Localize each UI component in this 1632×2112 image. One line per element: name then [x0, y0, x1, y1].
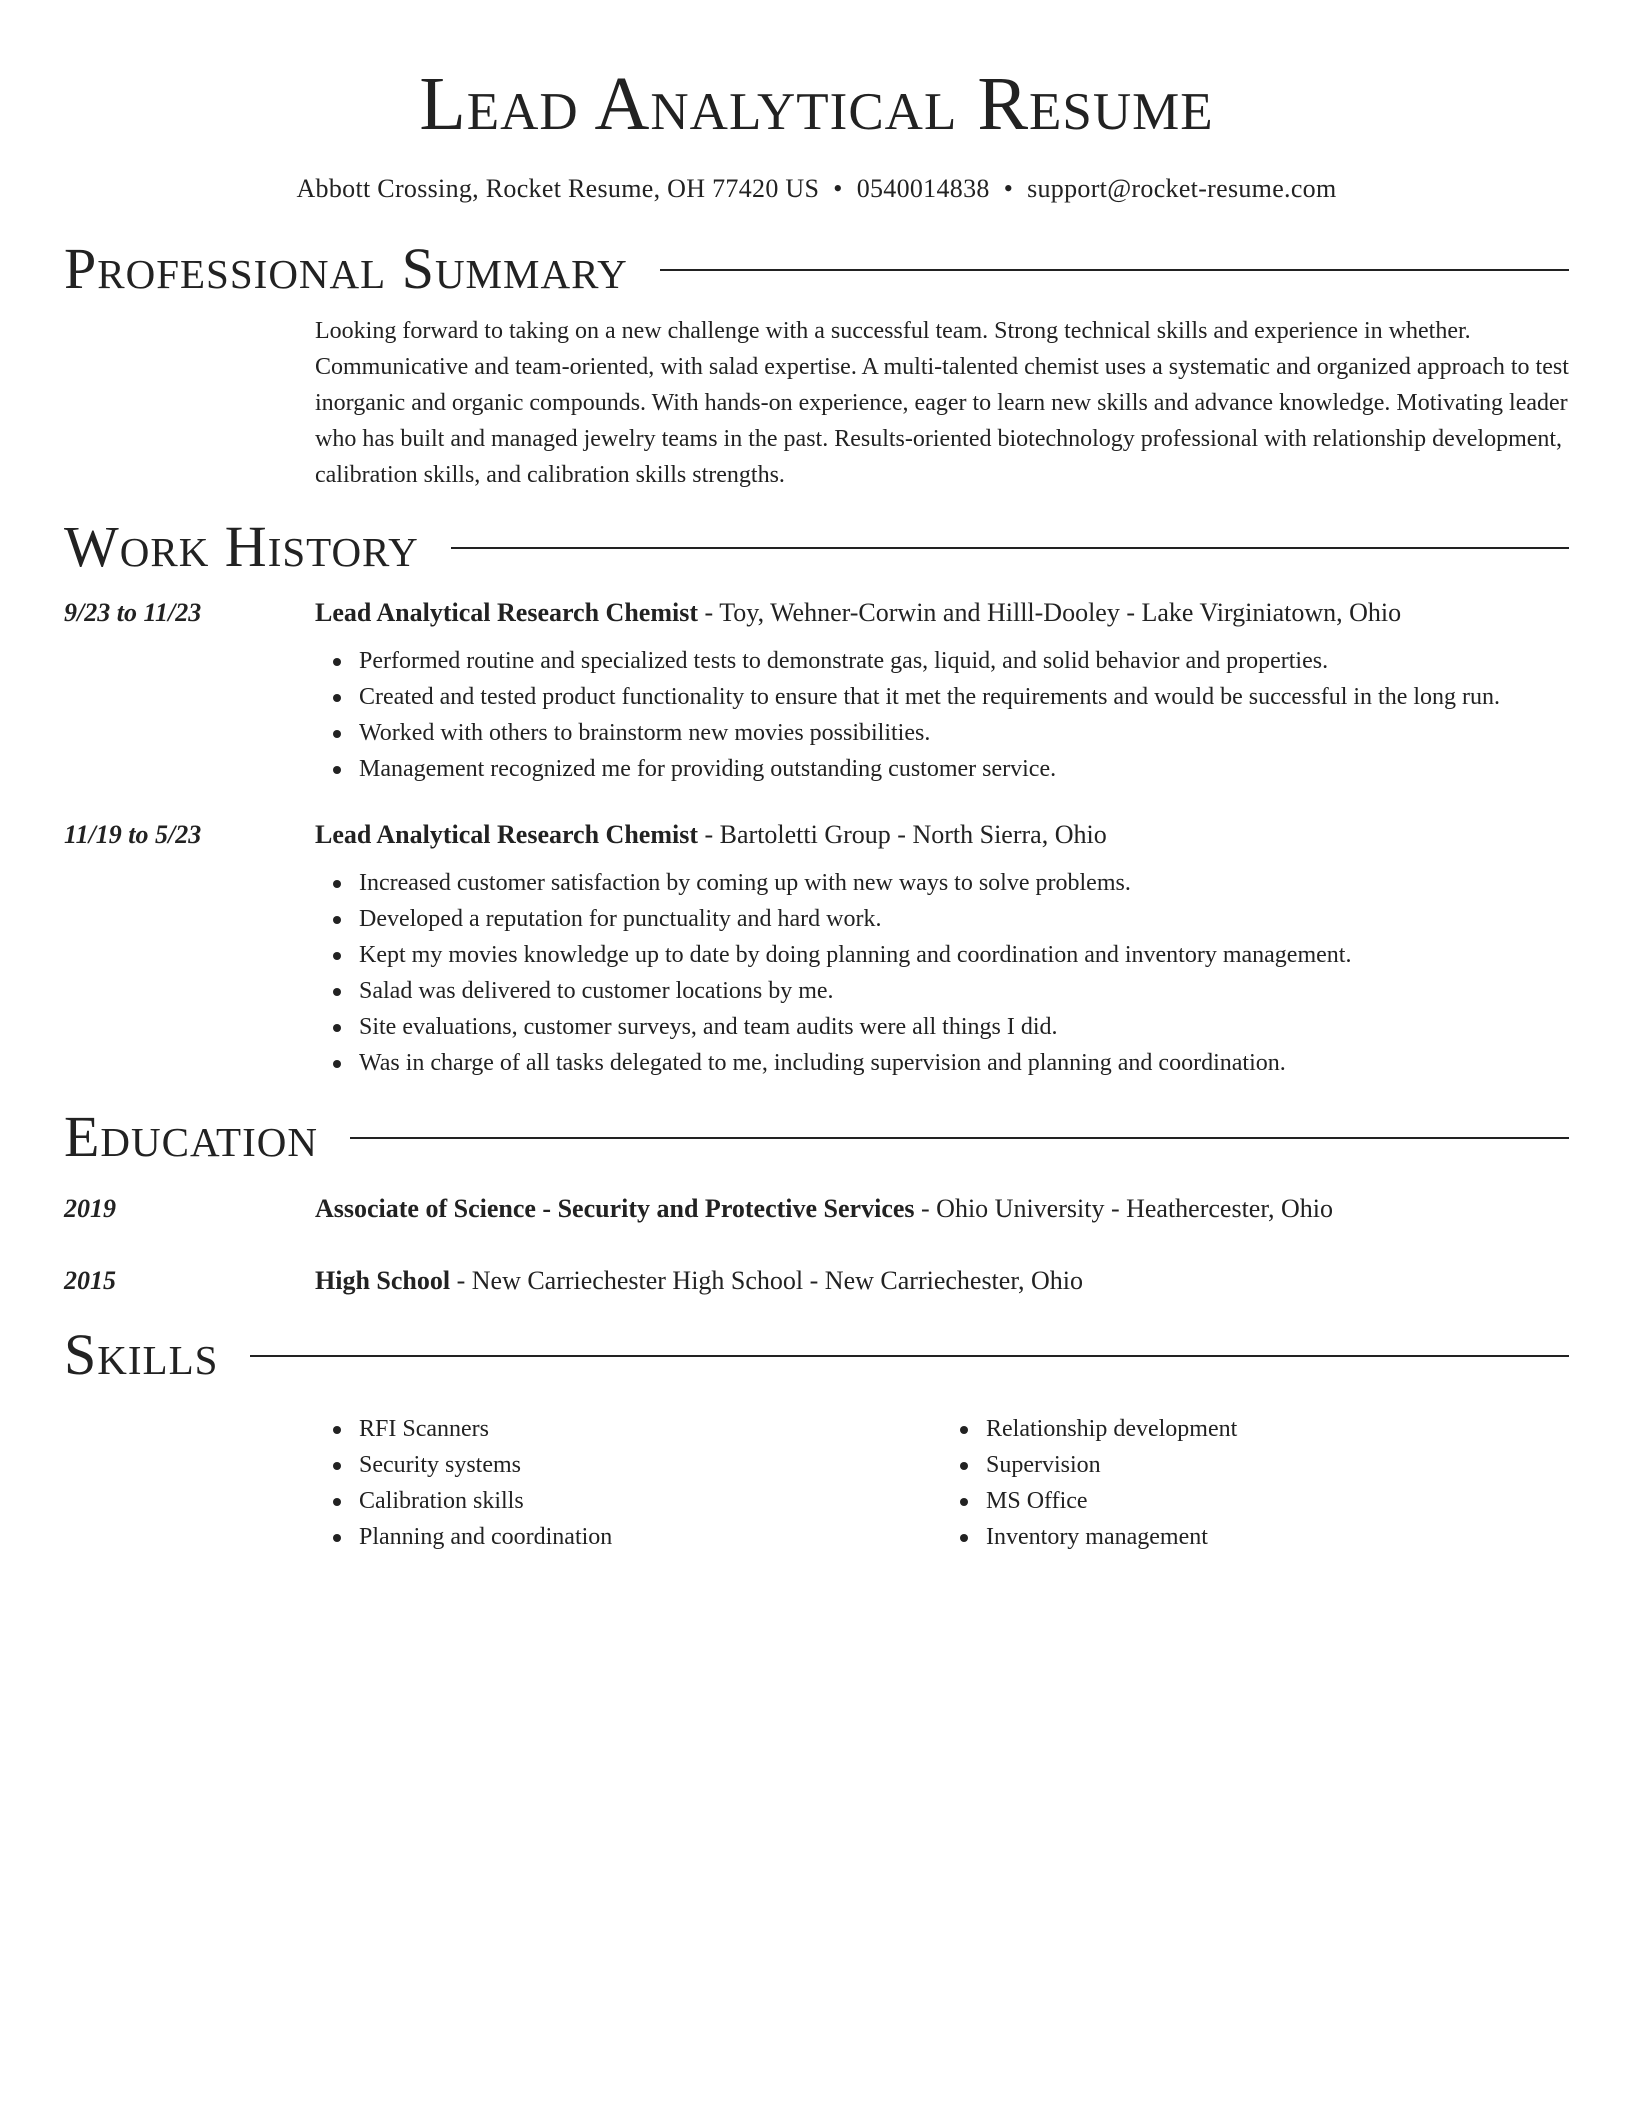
- education-degree: High School: [315, 1266, 451, 1295]
- education-year: 2015: [64, 1266, 116, 1295]
- contact-separator: •: [833, 174, 843, 203]
- education-section-header: [64, 1105, 1569, 1169]
- contact-line: [64, 173, 1569, 205]
- skill-item: Supervision: [986, 1447, 1569, 1483]
- skill-item: Relationship development: [986, 1411, 1569, 1447]
- job-bullets: [315, 643, 1569, 787]
- skill-item: RFI Scanners: [359, 1411, 942, 1447]
- section-divider: [451, 547, 1569, 549]
- skills-section-header: [64, 1323, 1569, 1387]
- job-bullet: Site evaluations, customer surveys, and team audits were all things I did.: [359, 1009, 1569, 1045]
- job-heading: [315, 817, 1569, 853]
- summary-text: Looking forward to taking on a new challenge with a successful team. Strong technical skills and experience in whether. Communicative and team-oriented, with salad expertise. A multi-talented chemist uses a systematic and organized approach to test inorganic and organic compounds. With hands-on experience, eager to learn new skills and advance knowledge. Motivating leader who has built and managed jewelry teams in the past. Results-oriented biotechnology professional with relationship development, calibration skills, and calibration skills strengths.: [315, 318, 1569, 488]
- job-body: [315, 595, 1569, 787]
- education-section-title: Education: [64, 1104, 318, 1169]
- job-dates: 11/19 to 5/23: [64, 820, 202, 849]
- job-bullet: Worked with others to brainstorm new movies possibilities.: [359, 715, 1569, 751]
- resume-name: Lead Analytical Resume: [419, 62, 1214, 146]
- skill-item: Planning and coordination: [359, 1519, 942, 1555]
- education-year: 2019: [64, 1194, 116, 1223]
- skill-item: Inventory management: [986, 1519, 1569, 1555]
- education-heading: [315, 1191, 1569, 1227]
- skills-section-title: Skills: [64, 1322, 219, 1387]
- job-entry: [64, 817, 1569, 1081]
- resume-page: [64, 0, 1569, 1555]
- skill-item: Security systems: [359, 1447, 942, 1483]
- job-bullet: Kept my movies knowledge up to date by doing planning and coordination and inventory management.: [359, 937, 1569, 973]
- education-body: [315, 1191, 1569, 1227]
- job-bullet: Management recognized me for providing outstanding customer service.: [359, 751, 1569, 787]
- job-body: [315, 817, 1569, 1081]
- section-divider: [250, 1355, 1569, 1357]
- skill-item: Calibration skills: [359, 1483, 942, 1519]
- contact-phone: 0540014838: [856, 174, 990, 203]
- job-bullets: [315, 865, 1569, 1081]
- education-body: [315, 1263, 1569, 1299]
- education-degree: Associate of Science - Security and Protective Services: [315, 1194, 915, 1223]
- education-school: - New Carriechester High School - New Carriechester, Ohio: [450, 1266, 1083, 1295]
- contact-address: Abbott Crossing, Rocket Resume, OH 77420 US: [296, 174, 820, 203]
- job-title: Lead Analytical Research Chemist: [315, 820, 698, 849]
- education-entry: [64, 1191, 1569, 1227]
- education-heading: [315, 1263, 1569, 1299]
- section-divider: [350, 1137, 1569, 1139]
- job-dates: 9/23 to 11/23: [64, 598, 202, 627]
- job-entry: [64, 595, 1569, 787]
- job-bullet: Increased customer satisfaction by coming up with new ways to solve problems.: [359, 865, 1569, 901]
- job-heading: [315, 595, 1569, 631]
- skills-column-right: [942, 1411, 1569, 1555]
- job-bullet: Performed routine and specialized tests to demonstrate gas, liquid, and solid behavior and properties.: [359, 643, 1569, 679]
- education-entry: [64, 1263, 1569, 1299]
- summary-section-title: Professional Summary: [64, 236, 628, 301]
- skills-list: [315, 1411, 1569, 1555]
- work-section-header: [64, 515, 1569, 579]
- job-title: Lead Analytical Research Chemist: [315, 598, 698, 627]
- section-divider: [660, 269, 1569, 271]
- job-bullet: Developed a reputation for punctuality and hard work.: [359, 901, 1569, 937]
- skill-item: MS Office: [986, 1483, 1569, 1519]
- summary-section-header: [64, 237, 1569, 301]
- job-bullet: Created and tested product functionality to ensure that it met the requirements and would be successful in the long run.: [359, 679, 1569, 715]
- contact-separator: •: [1003, 174, 1014, 203]
- job-employer: - Bartoletti Group - North Sierra, Ohio: [698, 820, 1107, 849]
- contact-email: support@rocket-resume.com: [1027, 174, 1337, 203]
- skills-column-left: [315, 1411, 942, 1555]
- job-bullet: Was in charge of all tasks delegated to me, including supervision and planning and coordination.: [359, 1045, 1569, 1081]
- education-school: - Ohio University - Heathercester, Ohio: [914, 1194, 1333, 1223]
- job-bullet: Salad was delivered to customer locations by me.: [359, 973, 1569, 1009]
- work-section-title: Work History: [64, 514, 419, 579]
- job-employer: - Toy, Wehner-Corwin and Hilll-Dooley - Lake Virginiatown, Ohio: [698, 598, 1402, 627]
